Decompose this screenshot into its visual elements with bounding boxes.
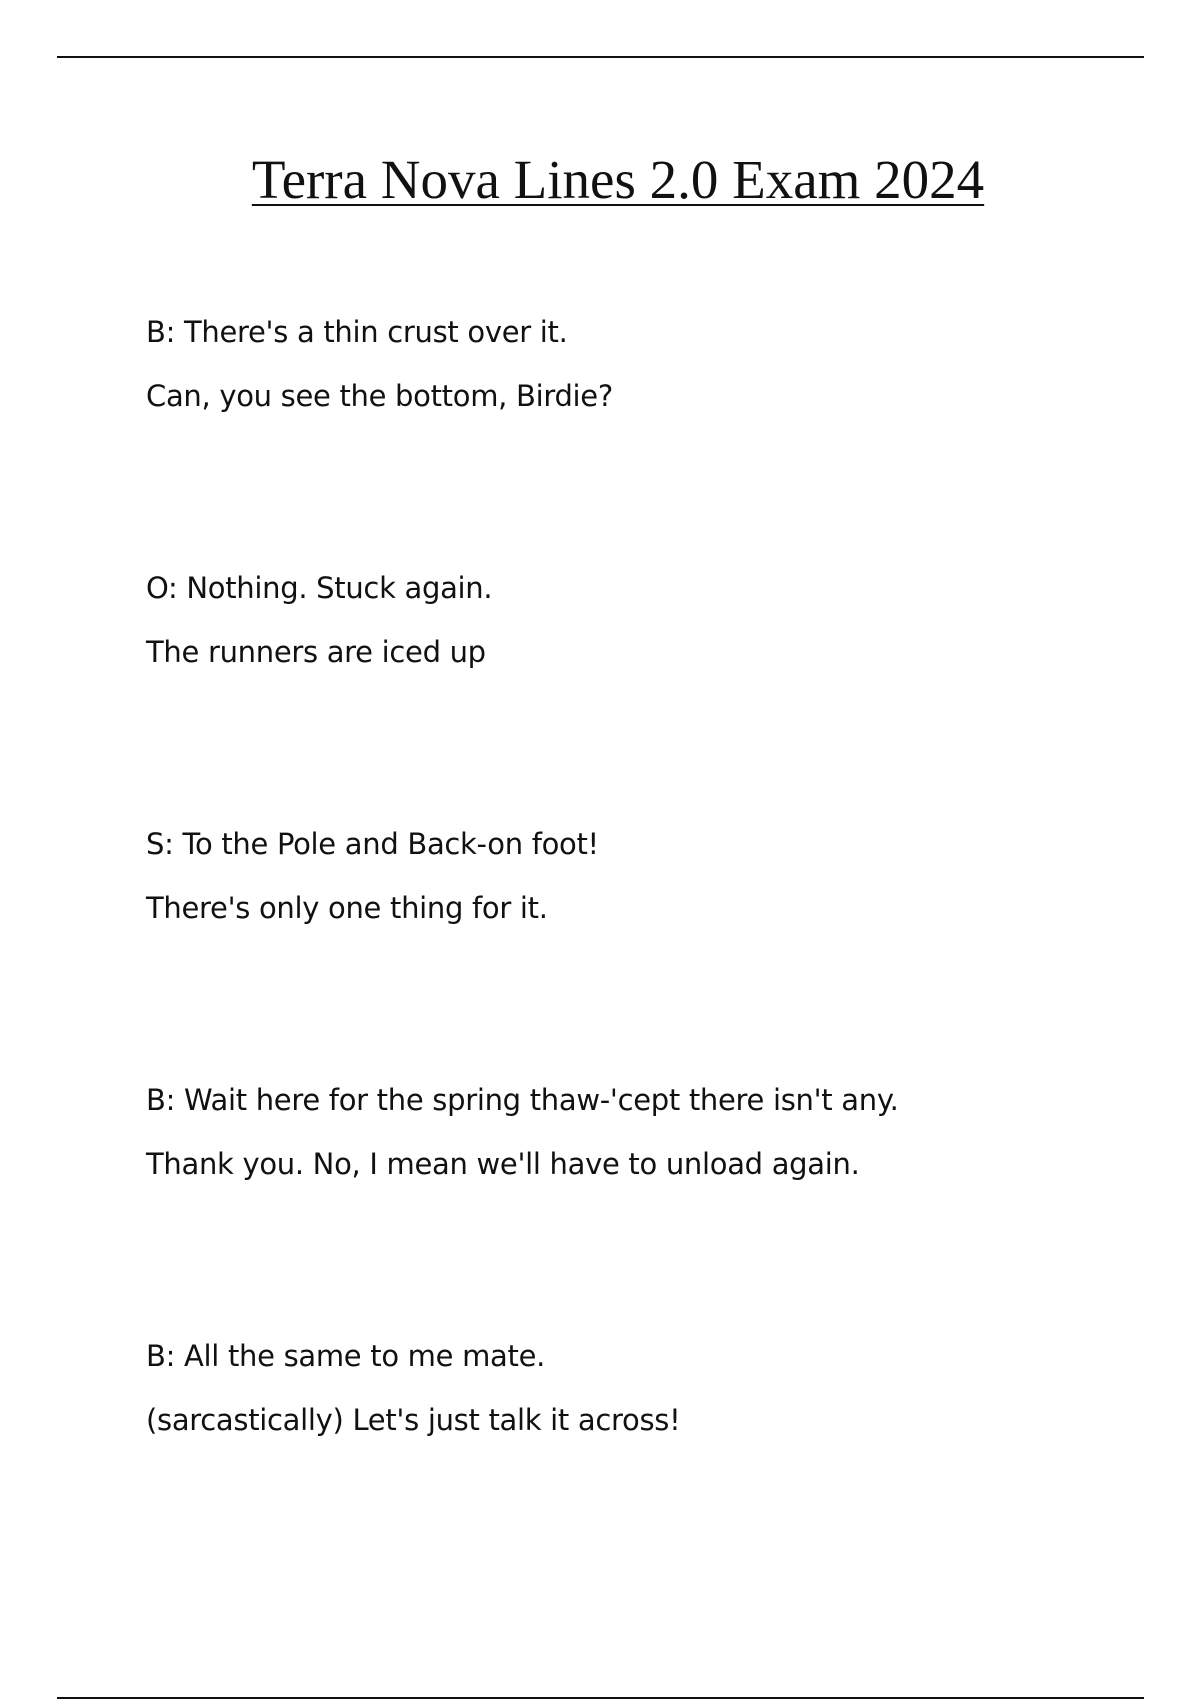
dialogue-line: S: To the Pole and Back-on foot! — [146, 827, 599, 861]
dialogue-body — [146, 300, 1146, 1580]
dialogue-line: O: Nothing. Stuck again. — [146, 571, 493, 605]
dialogue-block — [146, 1324, 1146, 1452]
dialogue-line: The runners are iced up — [146, 635, 486, 669]
dialogue-line: B: Wait here for the spring thaw-'cept there isn't any. — [146, 1083, 899, 1117]
page-title: Terra Nova Lines 2.0 Exam 2024 — [251, 149, 985, 210]
bottom-rule — [57, 1697, 1144, 1699]
dialogue-block — [146, 1068, 1146, 1196]
dialogue-line: (sarcastically) Let's just talk it across! — [146, 1403, 681, 1437]
dialogue-block — [146, 300, 1146, 428]
dialogue-line: Thank you. No, I mean we'll have to unload again. — [146, 1147, 860, 1181]
dialogue-line: There's only one thing for it. — [146, 891, 548, 925]
top-rule — [57, 56, 1144, 58]
dialogue-block — [146, 556, 1146, 684]
dialogue-block — [146, 812, 1146, 940]
dialogue-line: Can, you see the bottom, Birdie? — [146, 379, 613, 413]
dialogue-line: B: All the same to me mate. — [146, 1339, 546, 1373]
dialogue-line: B: There's a thin crust over it. — [146, 315, 568, 349]
